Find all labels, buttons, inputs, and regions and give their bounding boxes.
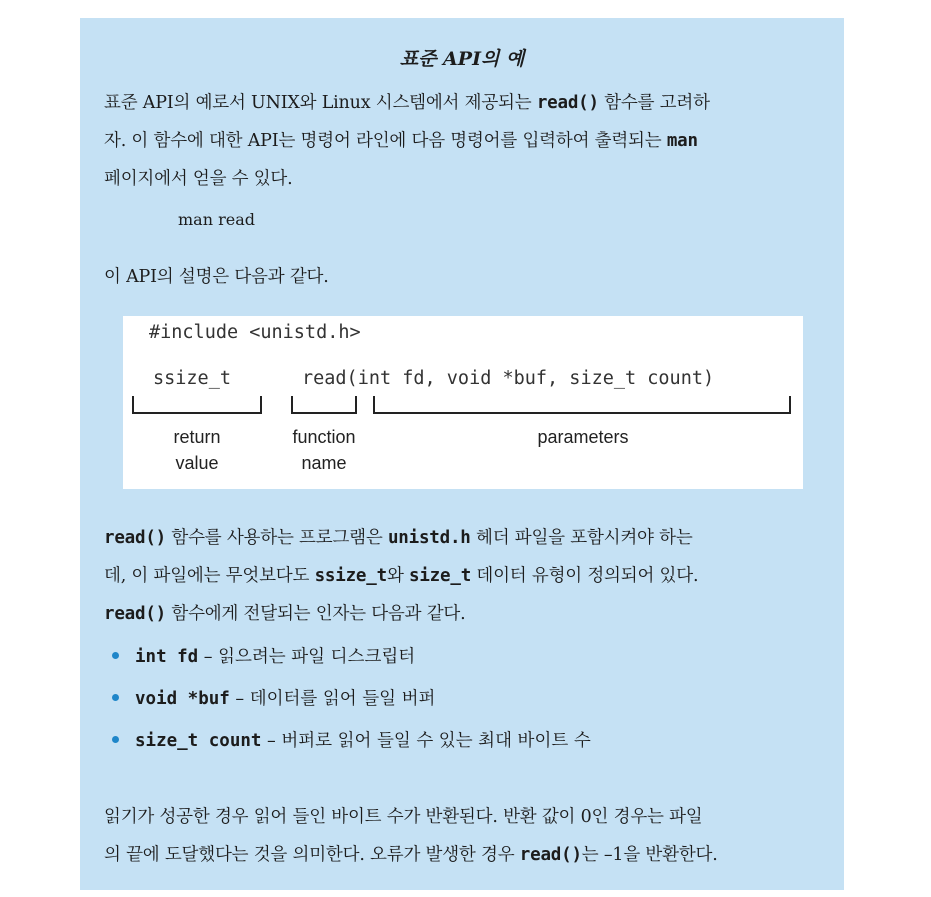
inline-code: man <box>666 131 698 151</box>
inline-code: read() <box>104 604 167 624</box>
code-diagram <box>123 316 803 489</box>
list-item: int fd – 읽으려는 파일 디스크립터 <box>112 636 591 678</box>
inline-code: ssize_t <box>314 566 387 586</box>
bullet-icon <box>112 694 119 701</box>
intro-text: 함수를 고려하 <box>598 93 710 113</box>
list-item: size_t count – 버퍼로 읽어 들일 수 있는 최대 바이트 수 <box>112 720 591 762</box>
man-command: man read <box>178 210 255 229</box>
intro-paragraph <box>104 84 829 198</box>
description-line: 이 API의 설명은 다음과 같다. <box>104 267 329 287</box>
list-item: void *buf – 데이터를 읽어 들일 버퍼 <box>112 678 591 720</box>
function-name-label: function name <box>292 427 356 473</box>
bullet-icon <box>112 652 119 659</box>
return-bracket <box>132 396 262 414</box>
function-bracket <box>291 396 357 414</box>
bullet-icon <box>112 736 119 743</box>
return-type: ssize_t <box>153 368 231 389</box>
function-signature: read(int fd, void *buf, size_t count) <box>302 368 715 389</box>
box-title: 표준 API의 예 <box>399 48 525 70</box>
return-value-label: return value <box>173 427 221 473</box>
parameters-label: parameters <box>537 427 629 447</box>
parameters-bracket <box>373 396 791 414</box>
include-line: #include <unistd.h> <box>149 322 361 343</box>
inline-code: unistd.h <box>387 528 471 548</box>
third-paragraph: 읽기가 성공한 경우 읽어 들인 바이트 수가 반환된다. 반환 값이 0인 경우는 파일 의 끝에 도달했다는 것을 의미한다. 오류가 발생한 경우 read()는 –1을 반환한다. <box>104 807 718 865</box>
inline-code: read() <box>519 845 582 865</box>
intro-text: 자. 이 함수에 대한 API는 명령어 라인에 다음 명령어를 입력하여 출력되는 <box>104 131 667 151</box>
intro-text: 페이지에서 얻을 수 있다. <box>104 169 293 189</box>
api-example-box <box>80 18 844 890</box>
second-paragraph: read() 함수를 사용하는 프로그램은 unistd.h 헤더 파일을 포함시켜야 하는 데, 이 파일에는 무엇보다도 ssize_t와 size_t 데이터 유형이 정의되어 있다. read() 함수에게 전달되는 인자는 다음과 같다. <box>104 528 699 624</box>
parameter-list <box>112 636 591 762</box>
inline-code: read() <box>536 93 599 113</box>
inline-code: read() <box>104 528 167 548</box>
intro-text: 표준 API의 예로서 UNIX와 Linux 시스템에서 제공되는 <box>104 93 537 113</box>
inline-code: size_t <box>409 566 472 586</box>
